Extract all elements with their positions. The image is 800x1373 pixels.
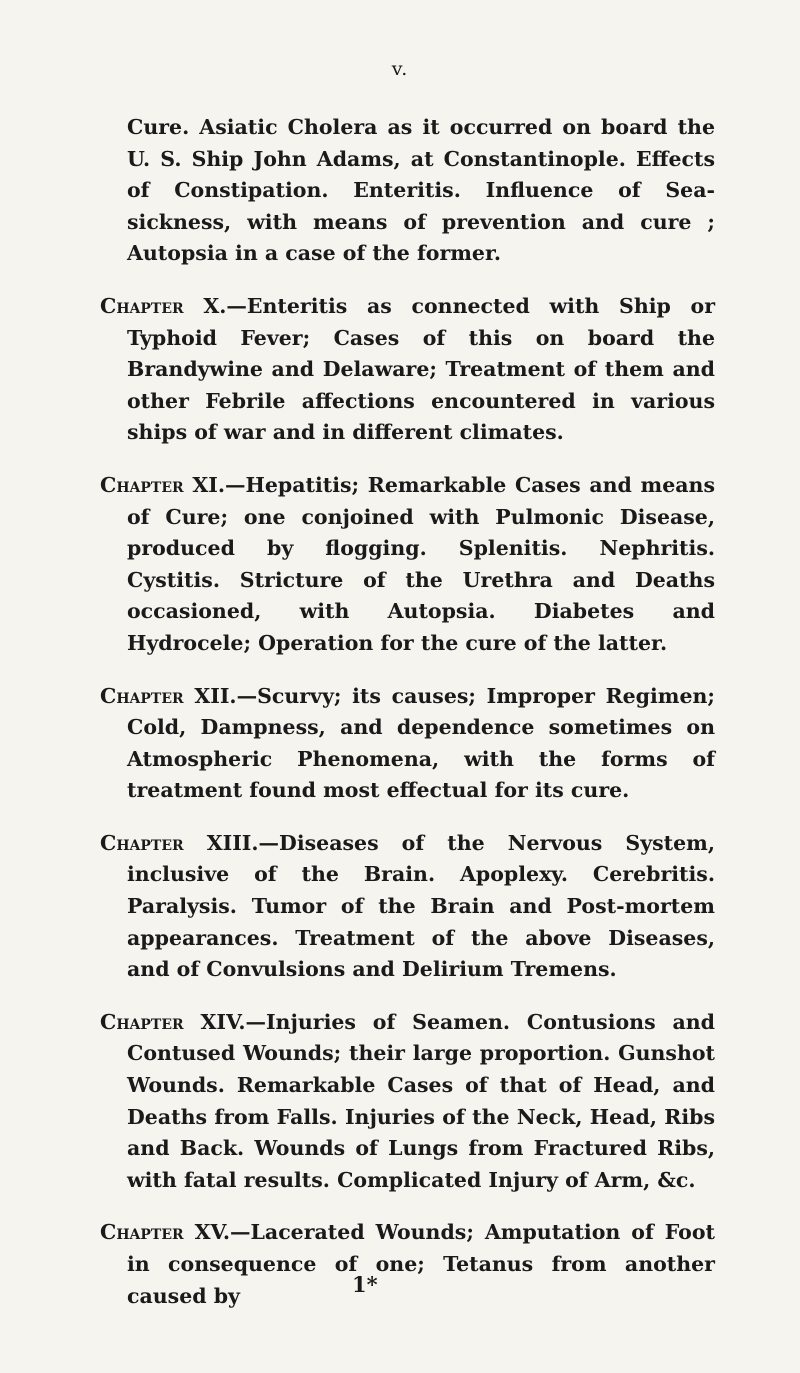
toc-entry-chapter-xiii — [100, 828, 715, 986]
signature-mark: 1* — [352, 1272, 378, 1297]
entry-text: —Enteritis as connected with Ship or Typhoid Fever; Cases of this on board the Brandywine and Delaware; Treatment of them and other Febrile affections encountered in various ships of war and in different climates. — [127, 293, 715, 445]
toc-entry-chapter-xiv — [100, 1007, 715, 1197]
toc-entry-continuation — [100, 112, 715, 270]
page-number: v. — [391, 58, 409, 80]
chapter-label: Chapter X. — [100, 293, 227, 318]
toc-entry-chapter-x — [100, 291, 715, 449]
chapter-label: Chapter XIII. — [100, 830, 259, 855]
chapter-label: Chapter XV. — [100, 1220, 230, 1245]
chapter-label: Chapter XIV. — [100, 1009, 246, 1034]
entry-text: Cure. Asiatic Cholera as it occurred on board the U. S. Ship John Adams, at Constantinople. Effects of Constipation. Enteritis. Influence of Sea-sickness, with means of prevention and cure ; Autopsia in a case of the former. — [127, 115, 715, 266]
entry-text: —Injuries of Seamen. Contusions and Contused Wounds; their large proportion. Gunshot Wounds. Remarkable Cases of that of Head, and Deaths from Falls. Injuries of the Neck, Head, Ribs and Back. Wounds of Lungs from Fractured Ribs, with fatal results. Complicated Injury of Arm, &c. — [127, 1009, 716, 1192]
toc-entry-chapter-xi — [100, 470, 715, 660]
entry-text: —Scurvy; its causes; Improper Regimen; Cold, Dampness, and dependence sometimes on Atmospheric Phenomena, with the forms of treatment found most effectual for its cure. — [127, 683, 716, 803]
toc-entry-chapter-xii — [100, 681, 715, 807]
toc-entry-chapter-xv — [100, 1217, 715, 1312]
entry-text: —Diseases of the Nervous System, inclusive of the Brain. Apoplexy. Cerebritis. Paralysis. Tumor of the Brain and Post-mortem appearances. Treatment of the above Diseases, and of Convulsions and Delirium Tremens. — [127, 830, 715, 982]
chapter-label: Chapter XII. — [100, 683, 237, 708]
table-of-contents — [100, 112, 715, 1333]
entry-text: —Lacerated Wounds; Amputation of Foot in consequence of one; Tetanus from another caused by — [127, 1220, 715, 1308]
chapter-label: Chapter XI. — [100, 472, 225, 497]
entry-text: —Hepatitis; Remarkable Cases and means of Cure; one conjoined with Pulmonic Disease, produced by flogging. Splenitis. Nephritis. Cystitis. Stricture of the Urethra and Deaths occasioned, with Autopsia. Diabetes and Hydrocele; Operation for the cure of the latter. — [127, 472, 715, 655]
